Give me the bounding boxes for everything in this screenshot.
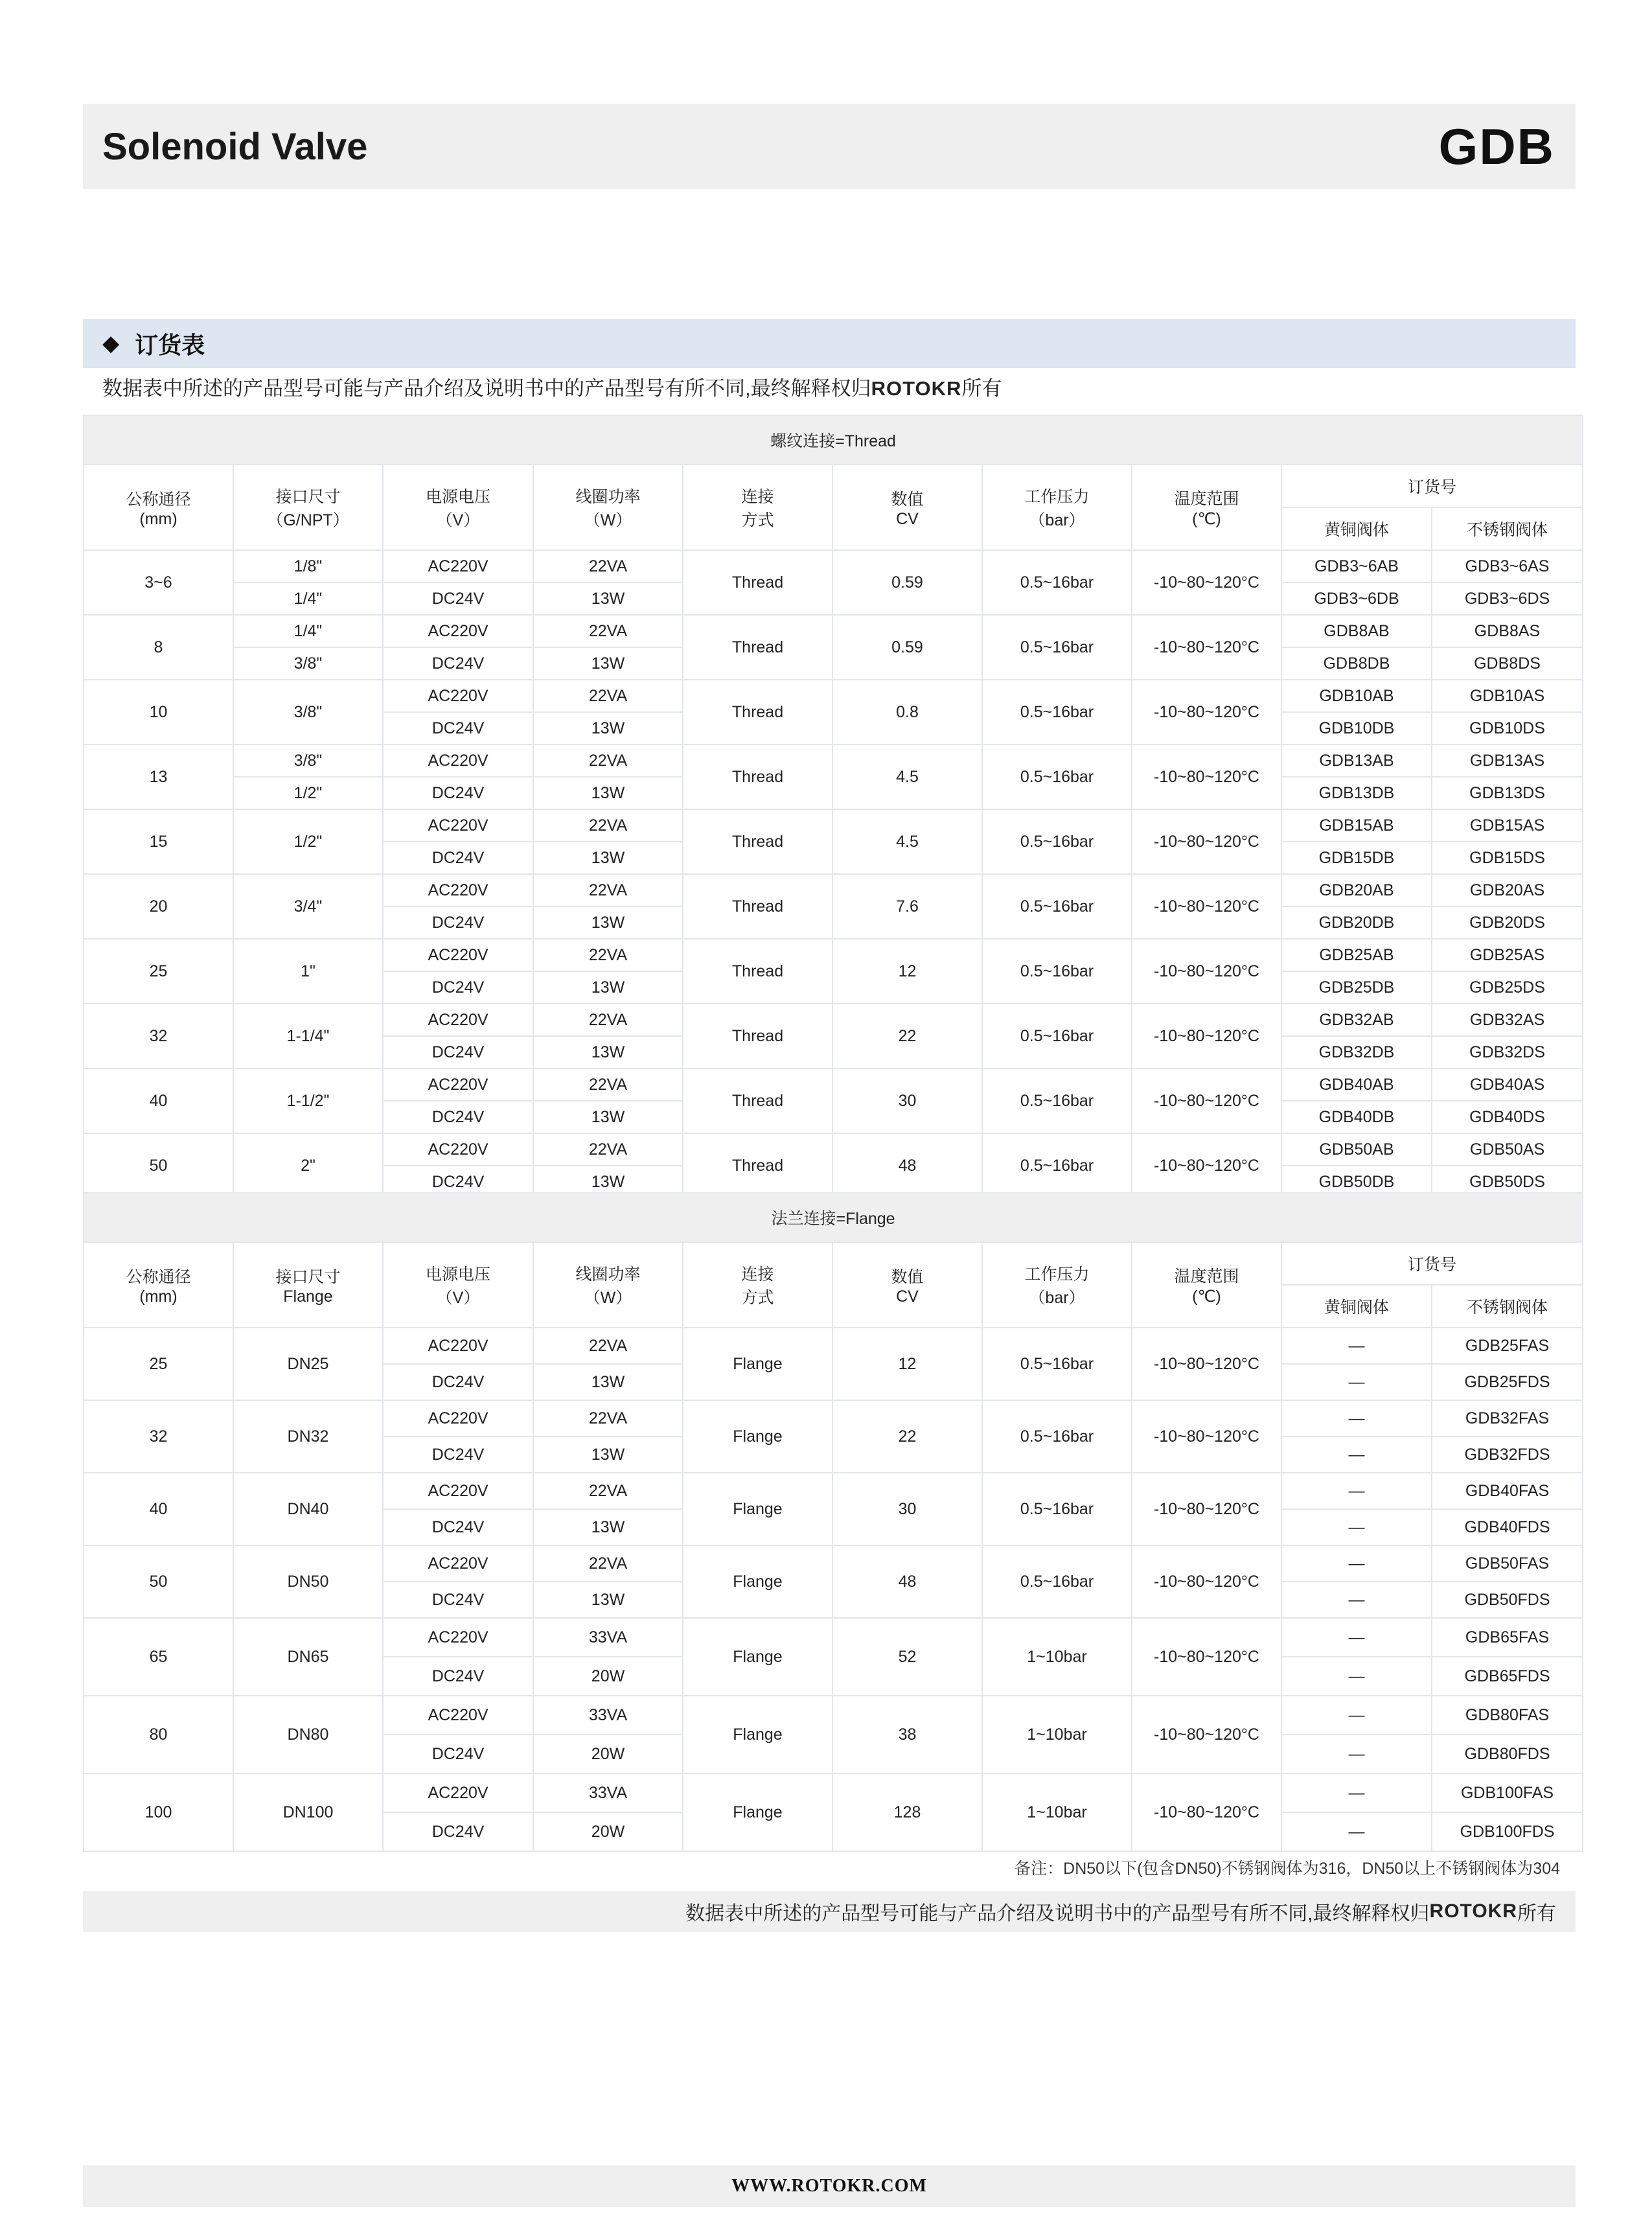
col-header-brass: 黄铜阀体 <box>1281 507 1432 550</box>
cv-cell: 48 <box>832 1133 982 1198</box>
coil-power-cell: 13W <box>533 1437 683 1473</box>
stainless-order-code: GDB32FDS <box>1432 1437 1583 1473</box>
brass-order-code: GDB32AB <box>1281 1004 1432 1036</box>
brass-order-code: GDB15AB <box>1281 809 1432 842</box>
port-size-cell: DN65 <box>233 1618 383 1696</box>
brass-order-code: — <box>1281 1509 1432 1545</box>
port-size-cell: 3/4" <box>233 874 383 939</box>
port-size-cell: 3/8" <box>233 744 383 777</box>
table-row <box>84 1133 1583 1166</box>
col-header-order: 订货号 <box>1281 465 1583 507</box>
brass-order-code: GDB15DB <box>1281 842 1432 874</box>
stainless-order-code: GDB25AS <box>1432 939 1583 971</box>
brass-order-code: — <box>1281 1696 1432 1735</box>
brass-order-code: — <box>1281 1657 1432 1696</box>
brass-order-code: — <box>1281 1545 1432 1582</box>
brass-order-code: — <box>1281 1618 1432 1657</box>
brass-order-code: GDB40DB <box>1281 1101 1432 1133</box>
connection-cell: Thread <box>683 1068 832 1133</box>
cv-cell: 4.5 <box>832 744 982 809</box>
col-header-power: 线圈功率 （W） <box>533 1242 683 1328</box>
stainless-order-code: GDB13DS <box>1432 777 1583 809</box>
cv-cell: 22 <box>832 1004 982 1068</box>
pressure-cell: 0.5~16bar <box>982 809 1132 874</box>
voltage-cell: AC220V <box>383 1004 533 1036</box>
pressure-cell: 0.5~16bar <box>982 874 1132 939</box>
connection-cell: Flange <box>683 1473 832 1545</box>
pressure-cell: 0.5~16bar <box>982 680 1132 744</box>
coil-power-cell: 22VA <box>533 550 683 583</box>
stainless-order-code: GDB32AS <box>1432 1004 1583 1036</box>
port-size-cell: DN100 <box>233 1773 383 1851</box>
nominal-diameter-cell: 40 <box>84 1068 233 1133</box>
col-header-connection: 连接 方式 <box>683 1242 832 1328</box>
stainless-order-code: GDB20AS <box>1432 874 1583 906</box>
nominal-diameter-cell: 50 <box>84 1545 233 1618</box>
temperature-cell: -10~80~120°C <box>1132 1328 1281 1400</box>
voltage-cell: AC220V <box>383 615 533 647</box>
temperature-cell: -10~80~120°C <box>1132 939 1281 1004</box>
col-header-stainless: 不锈钢阀体 <box>1432 1285 1583 1328</box>
coil-power-cell: 33VA <box>533 1773 683 1812</box>
temperature-cell: -10~80~120°C <box>1132 1545 1281 1618</box>
port-size-cell: 1-1/4" <box>233 1004 383 1068</box>
stainless-order-code: GDB10DS <box>1432 712 1583 744</box>
stainless-order-code: GDB32DS <box>1432 1036 1583 1068</box>
cv-cell: 38 <box>832 1696 982 1773</box>
stainless-order-code: GDB50FDS <box>1432 1582 1583 1618</box>
table-caption: 法兰连接=Flange <box>84 1193 1583 1242</box>
voltage-cell: AC220V <box>383 1133 533 1166</box>
cv-cell: 7.6 <box>832 874 982 939</box>
table-row <box>84 1618 1583 1657</box>
col-header-order: 订货号 <box>1281 1242 1583 1285</box>
page-title: Solenoid Valve <box>102 125 368 168</box>
coil-power-cell: 13W <box>533 1036 683 1068</box>
table-row <box>84 550 1583 583</box>
brass-order-code: GDB25AB <box>1281 939 1432 971</box>
coil-power-cell: 20W <box>533 1657 683 1696</box>
temperature-cell: -10~80~120°C <box>1132 1400 1281 1473</box>
cv-cell: 12 <box>832 1328 982 1400</box>
col-header-nominal: 公称通径 (mm) <box>84 1242 233 1328</box>
port-size-cell: 1/2" <box>233 777 383 809</box>
brand-name: ROTOKR <box>871 377 962 400</box>
coil-power-cell: 13W <box>533 842 683 874</box>
thread-order-table <box>83 415 1583 1199</box>
cv-cell: 48 <box>832 1545 982 1618</box>
col-header-temp: 温度范围 (℃) <box>1132 465 1281 550</box>
voltage-cell: AC220V <box>383 1545 533 1582</box>
voltage-cell: DC24V <box>383 647 533 680</box>
voltage-cell: DC24V <box>383 583 533 615</box>
voltage-cell: DC24V <box>383 1166 533 1198</box>
cv-cell: 22 <box>832 1400 982 1473</box>
port-size-cell: DN25 <box>233 1328 383 1400</box>
pressure-cell: 1~10bar <box>982 1773 1132 1851</box>
table-row <box>84 1473 1583 1509</box>
voltage-cell: AC220V <box>383 1773 533 1812</box>
temperature-cell: -10~80~120°C <box>1132 744 1281 809</box>
port-size-cell: DN40 <box>233 1473 383 1545</box>
stainless-order-code: GDB15AS <box>1432 809 1583 842</box>
temperature-cell: -10~80~120°C <box>1132 1068 1281 1133</box>
connection-cell: Thread <box>683 809 832 874</box>
pressure-cell: 0.5~16bar <box>982 1400 1132 1473</box>
voltage-cell: DC24V <box>383 1036 533 1068</box>
stainless-order-code: GDB65FAS <box>1432 1618 1583 1657</box>
connection-cell: Flange <box>683 1400 832 1473</box>
voltage-cell: DC24V <box>383 1735 533 1773</box>
coil-power-cell: 22VA <box>533 1068 683 1101</box>
temperature-cell: -10~80~120°C <box>1132 1773 1281 1851</box>
coil-power-cell: 13W <box>533 1364 683 1400</box>
nominal-diameter-cell: 32 <box>84 1400 233 1473</box>
table-row <box>84 615 1583 647</box>
brass-order-code: — <box>1281 1735 1432 1773</box>
nominal-diameter-cell: 32 <box>84 1004 233 1068</box>
voltage-cell: AC220V <box>383 680 533 712</box>
brass-order-code: GDB40AB <box>1281 1068 1432 1101</box>
pressure-cell: 1~10bar <box>982 1618 1132 1696</box>
brand-name: ROTOKR <box>1429 1900 1517 1922</box>
voltage-cell: DC24V <box>383 1437 533 1473</box>
coil-power-cell: 22VA <box>533 615 683 647</box>
port-size-cell: DN50 <box>233 1545 383 1618</box>
stainless-order-code: GDB100FDS <box>1432 1812 1583 1851</box>
col-header-pressure: 工作压力 （bar） <box>982 465 1132 550</box>
coil-power-cell: 22VA <box>533 680 683 712</box>
brass-order-code: GDB3~6DB <box>1281 583 1432 615</box>
stainless-order-code: GDB10AS <box>1432 680 1583 712</box>
brass-order-code: — <box>1281 1364 1432 1400</box>
table-row <box>84 1068 1583 1101</box>
port-size-cell: 2" <box>233 1133 383 1198</box>
stainless-order-code: GDB40FAS <box>1432 1473 1583 1509</box>
port-size-cell: 1/4" <box>233 615 383 647</box>
voltage-cell: DC24V <box>383 1657 533 1696</box>
col-header-port: 接口尺寸 （G/NPT） <box>233 465 383 550</box>
temperature-cell: -10~80~120°C <box>1132 809 1281 874</box>
stainless-order-code: GDB25FAS <box>1432 1328 1583 1364</box>
cv-cell: 0.59 <box>832 615 982 680</box>
brass-order-code: GDB32DB <box>1281 1036 1432 1068</box>
table-row <box>84 1696 1583 1735</box>
disclaimer-top: 数据表中所述的产品型号可能与产品介绍及说明书中的产品型号有所不同,最终解释权归ROTOKR所有 <box>102 377 1002 400</box>
section-title: 订货表 <box>135 331 205 358</box>
coil-power-cell: 13W <box>533 712 683 744</box>
port-size-cell: DN32 <box>233 1400 383 1473</box>
temperature-cell: -10~80~120°C <box>1132 550 1281 615</box>
nominal-diameter-cell: 65 <box>84 1618 233 1696</box>
col-header-brass: 黄铜阀体 <box>1281 1285 1432 1328</box>
stainless-order-code: GDB25FDS <box>1432 1364 1583 1400</box>
table-caption: 螺纹连接=Thread <box>84 415 1583 465</box>
nominal-diameter-cell: 15 <box>84 809 233 874</box>
diamond-icon: ◆ <box>102 331 120 356</box>
flange-order-table <box>83 1192 1583 1852</box>
stainless-order-code: GDB3~6DS <box>1432 583 1583 615</box>
voltage-cell: DC24V <box>383 712 533 744</box>
nominal-diameter-cell: 50 <box>84 1133 233 1198</box>
brass-order-code: GDB8AB <box>1281 615 1432 647</box>
brass-order-code: — <box>1281 1473 1432 1509</box>
connection-cell: Thread <box>683 615 832 680</box>
col-header-voltage: 电源电压 （V） <box>383 1242 533 1328</box>
coil-power-cell: 20W <box>533 1735 683 1773</box>
connection-cell: Thread <box>683 1004 832 1068</box>
voltage-cell: AC220V <box>383 1068 533 1101</box>
cv-cell: 30 <box>832 1473 982 1545</box>
table-row <box>84 1400 1583 1437</box>
voltage-cell: DC24V <box>383 1101 533 1133</box>
pressure-cell: 0.5~16bar <box>982 1133 1132 1198</box>
coil-power-cell: 22VA <box>533 874 683 906</box>
stainless-order-code: GDB40AS <box>1432 1068 1583 1101</box>
port-size-cell: 3/8" <box>233 680 383 744</box>
table-row <box>84 809 1583 842</box>
stainless-order-code: GDB13AS <box>1432 744 1583 777</box>
nominal-diameter-cell: 10 <box>84 680 233 744</box>
voltage-cell: AC220V <box>383 1400 533 1437</box>
connection-cell: Flange <box>683 1545 832 1618</box>
brass-order-code: GDB25DB <box>1281 971 1432 1004</box>
port-size-cell: 1-1/2" <box>233 1068 383 1133</box>
voltage-cell: DC24V <box>383 1509 533 1545</box>
voltage-cell: DC24V <box>383 1364 533 1400</box>
nominal-diameter-cell: 25 <box>84 1328 233 1400</box>
coil-power-cell: 13W <box>533 777 683 809</box>
voltage-cell: DC24V <box>383 971 533 1004</box>
stainless-order-code: GDB80FAS <box>1432 1696 1583 1735</box>
cv-cell: 52 <box>832 1618 982 1696</box>
pressure-cell: 0.5~16bar <box>982 1068 1132 1133</box>
temperature-cell: -10~80~120°C <box>1132 615 1281 680</box>
temperature-cell: -10~80~120°C <box>1132 1696 1281 1773</box>
coil-power-cell: 13W <box>533 1582 683 1618</box>
stainless-order-code: GDB50DS <box>1432 1166 1583 1198</box>
stainless-order-code: GDB50AS <box>1432 1133 1583 1166</box>
port-size-cell: 1" <box>233 939 383 1004</box>
page-header <box>83 104 1576 189</box>
voltage-cell: AC220V <box>383 1696 533 1735</box>
temperature-cell: -10~80~120°C <box>1132 1133 1281 1198</box>
brass-order-code: GDB20DB <box>1281 906 1432 939</box>
brass-order-code: GDB8DB <box>1281 647 1432 680</box>
coil-power-cell: 22VA <box>533 939 683 971</box>
table-row <box>84 1004 1583 1036</box>
col-header-stainless: 不锈钢阀体 <box>1432 507 1583 550</box>
voltage-cell: DC24V <box>383 1582 533 1618</box>
connection-cell: Flange <box>683 1696 832 1773</box>
connection-cell: Thread <box>683 550 832 615</box>
connection-cell: Thread <box>683 939 832 1004</box>
coil-power-cell: 33VA <box>533 1696 683 1735</box>
stainless-order-code: GDB65FDS <box>1432 1657 1583 1696</box>
table-row <box>84 874 1583 906</box>
nominal-diameter-cell: 20 <box>84 874 233 939</box>
temperature-cell: -10~80~120°C <box>1132 680 1281 744</box>
pressure-cell: 0.5~16bar <box>982 550 1132 615</box>
coil-power-cell: 13W <box>533 647 683 680</box>
voltage-cell: AC220V <box>383 939 533 971</box>
stainless-order-code: GDB50FAS <box>1432 1545 1583 1582</box>
brass-order-code: GDB50DB <box>1281 1166 1432 1198</box>
brass-order-code: — <box>1281 1328 1432 1364</box>
nominal-diameter-cell: 80 <box>84 1696 233 1773</box>
voltage-cell: DC24V <box>383 906 533 939</box>
voltage-cell: AC220V <box>383 1473 533 1509</box>
voltage-cell: DC24V <box>383 842 533 874</box>
section-header <box>83 319 1576 368</box>
col-header-connection: 连接 方式 <box>683 465 832 550</box>
port-size-cell: 1/4" <box>233 583 383 615</box>
col-header-nominal: 公称通径 (mm) <box>84 465 233 550</box>
nominal-diameter-cell: 3~6 <box>84 550 233 615</box>
port-size-cell: 1/8" <box>233 550 383 583</box>
pressure-cell: 0.5~16bar <box>982 615 1132 680</box>
cv-cell: 0.8 <box>832 680 982 744</box>
brass-order-code: — <box>1281 1437 1432 1473</box>
cv-cell: 4.5 <box>832 809 982 874</box>
brass-order-code: — <box>1281 1812 1432 1851</box>
coil-power-cell: 13W <box>533 583 683 615</box>
connection-cell: Thread <box>683 874 832 939</box>
coil-power-cell: 22VA <box>533 1473 683 1509</box>
voltage-cell: DC24V <box>383 1812 533 1851</box>
voltage-cell: AC220V <box>383 1618 533 1657</box>
stainless-order-code: GDB8AS <box>1432 615 1583 647</box>
nominal-diameter-cell: 100 <box>84 1773 233 1851</box>
brass-order-code: GDB13DB <box>1281 777 1432 809</box>
cv-cell: 0.59 <box>832 550 982 615</box>
connection-cell: Thread <box>683 1133 832 1198</box>
nominal-diameter-cell: 8 <box>84 615 233 680</box>
voltage-cell: AC220V <box>383 744 533 777</box>
brass-order-code: — <box>1281 1773 1432 1812</box>
cv-cell: 12 <box>832 939 982 1004</box>
stainless-order-code: GDB80FDS <box>1432 1735 1583 1773</box>
brass-order-code: GDB13AB <box>1281 744 1432 777</box>
port-size-cell: 1/2" <box>233 809 383 874</box>
table-row <box>84 744 1583 777</box>
brass-order-code: — <box>1281 1400 1432 1437</box>
col-header-cv: 数值 CV <box>832 465 982 550</box>
temperature-cell: -10~80~120°C <box>1132 1473 1281 1545</box>
table-row <box>84 1773 1583 1812</box>
connection-cell: Flange <box>683 1773 832 1851</box>
brass-order-code: — <box>1281 1582 1432 1618</box>
website-url: WWW.ROTOKR.COM <box>83 2165 1576 2207</box>
stainless-order-code: GDB40FDS <box>1432 1509 1583 1545</box>
table-row <box>84 1545 1583 1582</box>
pressure-cell: 0.5~16bar <box>982 1545 1132 1618</box>
coil-power-cell: 22VA <box>533 744 683 777</box>
stainless-order-code: GDB8DS <box>1432 647 1583 680</box>
coil-power-cell: 13W <box>533 906 683 939</box>
voltage-cell: DC24V <box>383 777 533 809</box>
connection-cell: Thread <box>683 744 832 809</box>
coil-power-cell: 22VA <box>533 1328 683 1364</box>
nominal-diameter-cell: 40 <box>84 1473 233 1545</box>
brass-order-code: GDB10DB <box>1281 712 1432 744</box>
cv-cell: 30 <box>832 1068 982 1133</box>
port-size-cell: 3/8" <box>233 647 383 680</box>
model-code: GDB <box>1438 117 1555 175</box>
port-size-cell: DN80 <box>233 1696 383 1773</box>
temperature-cell: -10~80~120°C <box>1132 1004 1281 1068</box>
coil-power-cell: 13W <box>533 1509 683 1545</box>
coil-power-cell: 13W <box>533 1101 683 1133</box>
temperature-cell: -10~80~120°C <box>1132 874 1281 939</box>
col-header-pressure: 工作压力 （bar） <box>982 1242 1132 1328</box>
col-header-power: 线圈功率 （W） <box>533 465 683 550</box>
connection-cell: Thread <box>683 680 832 744</box>
connection-cell: Flange <box>683 1328 832 1400</box>
brass-order-code: GDB3~6AB <box>1281 550 1432 583</box>
coil-power-cell: 13W <box>533 971 683 1004</box>
cv-cell: 128 <box>832 1773 982 1851</box>
voltage-cell: AC220V <box>383 550 533 583</box>
disclaimer-bottom: 数据表中所述的产品型号可能与产品介绍及说明书中的产品型号有所不同,最终解释权归 ROTOKR 所有 <box>83 1891 1576 1932</box>
brass-order-code: GDB20AB <box>1281 874 1432 906</box>
voltage-cell: AC220V <box>383 874 533 906</box>
col-header-temp: 温度范围 (℃) <box>1132 1242 1281 1328</box>
brass-order-code: GDB50AB <box>1281 1133 1432 1166</box>
stainless-order-code: GDB40DS <box>1432 1101 1583 1133</box>
temperature-cell: -10~80~120°C <box>1132 1618 1281 1696</box>
stainless-order-code: GDB3~6AS <box>1432 550 1583 583</box>
pressure-cell: 0.5~16bar <box>982 939 1132 1004</box>
stainless-order-code: GDB25DS <box>1432 971 1583 1004</box>
nominal-diameter-cell: 25 <box>84 939 233 1004</box>
voltage-cell: AC220V <box>383 809 533 842</box>
table-row <box>84 1328 1583 1364</box>
coil-power-cell: 22VA <box>533 1004 683 1036</box>
stainless-order-code: GDB32FAS <box>1432 1400 1583 1437</box>
nominal-diameter-cell: 13 <box>84 744 233 809</box>
col-header-voltage: 电源电压 （V） <box>383 465 533 550</box>
coil-power-cell: 22VA <box>533 1133 683 1166</box>
coil-power-cell: 20W <box>533 1812 683 1851</box>
pressure-cell: 0.5~16bar <box>982 1328 1132 1400</box>
coil-power-cell: 22VA <box>533 1400 683 1437</box>
pressure-cell: 1~10bar <box>982 1696 1132 1773</box>
pressure-cell: 0.5~16bar <box>982 744 1132 809</box>
pressure-cell: 0.5~16bar <box>982 1473 1132 1545</box>
pressure-cell: 0.5~16bar <box>982 1004 1132 1068</box>
col-header-port: 接口尺寸 Flange <box>233 1242 383 1328</box>
coil-power-cell: 22VA <box>533 1545 683 1582</box>
voltage-cell: AC220V <box>383 1328 533 1364</box>
material-remark: 备注：DN50以下(包含DN50)不锈钢阀体为316，DN50以上不锈钢阀体为304 <box>1015 1860 1560 1878</box>
table-row <box>84 939 1583 971</box>
table-row <box>84 680 1583 712</box>
stainless-order-code: GDB100FAS <box>1432 1773 1583 1812</box>
stainless-order-code: GDB20DS <box>1432 906 1583 939</box>
coil-power-cell: 22VA <box>533 809 683 842</box>
coil-power-cell: 33VA <box>533 1618 683 1657</box>
brass-order-code: GDB10AB <box>1281 680 1432 712</box>
stainless-order-code: GDB15DS <box>1432 842 1583 874</box>
col-header-cv: 数值 CV <box>832 1242 982 1328</box>
connection-cell: Flange <box>683 1618 832 1696</box>
coil-power-cell: 13W <box>533 1166 683 1198</box>
